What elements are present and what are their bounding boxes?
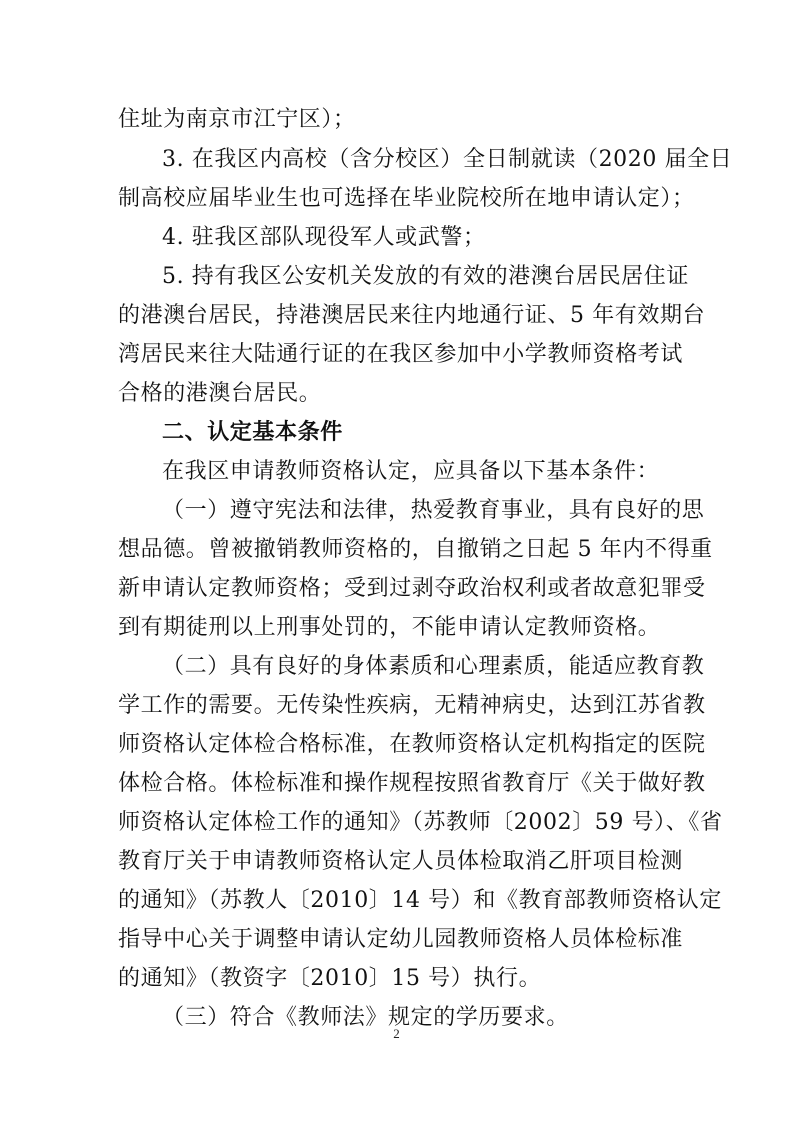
- text-line: 制高校应届毕业生也可选择在毕业院校所在地申请认定）；: [118, 186, 695, 211]
- text-line: （一）遵守宪法和法律，热爱教育事业，具有良好的思: [162, 498, 705, 523]
- text-line: 湾居民来往大陆通行证的在我区参加中小学教师资格考试: [118, 342, 684, 367]
- text-line: 师资格认定体检工作的通知》（苏教师〔2002〕59 号）、《省: [118, 810, 723, 835]
- text-line: 指导中心关于调整申请认定幼儿园教师资格人员体检标准: [118, 927, 684, 952]
- text-line: 4. 驻我区部队现役军人或武警；: [162, 225, 486, 250]
- text-line: 到有期徒刑以上刑事处罚的，不能申请认定教师资格。: [118, 615, 661, 640]
- text-line: 的通知》（教资字〔2010〕15 号）执行。: [118, 966, 542, 991]
- page-number: 2: [393, 1026, 400, 1041]
- text-line: 住址为南京市江宁区）；: [118, 107, 356, 132]
- text-line: 的通知》（苏教人〔2010〕14 号）和《教育部教师资格认定: [118, 888, 722, 913]
- text-line: （三）符合《教师法》规定的学历要求。: [162, 1005, 569, 1030]
- text-line: 学工作的需要。无传染性疾病，无精神病史，达到江苏省教: [118, 693, 706, 718]
- text-line: 想品德。曾被撤销教师资格的，自撤销之日起 5 年内不得重: [118, 537, 713, 562]
- text-line: 新申请认定教师资格；受到过剥夺政治权利或者故意犯罪受: [118, 576, 706, 601]
- text-line: 教育厅关于申请教师资格认定人员体检取消乙肝项目检测: [118, 849, 684, 874]
- text-line: 师资格认定体检合格标准，在教师资格认定机构指定的医院: [118, 732, 706, 757]
- text-line: 合格的港澳台居民。: [118, 381, 322, 406]
- text-line: 5. 持有我区公安机关发放的有效的港澳台居民居住证: [162, 264, 689, 289]
- text-line: 的港澳台居民，持港澳居民来往内地通行证、5 年有效期台: [118, 303, 706, 328]
- text-line: 3. 在我区内高校（含分校区）全日制就读（2020 届全日: [162, 147, 733, 172]
- text-line: 在我区申请教师资格认定，应具备以下基本条件：: [162, 459, 660, 484]
- text-line: （二）具有良好的身体素质和心理素质，能适应教育教: [162, 654, 705, 679]
- section-heading: 二、认定基本条件: [162, 420, 343, 445]
- text-line: 体检合格。体检标准和操作规程按照省教育厅《关于做好教: [118, 771, 706, 796]
